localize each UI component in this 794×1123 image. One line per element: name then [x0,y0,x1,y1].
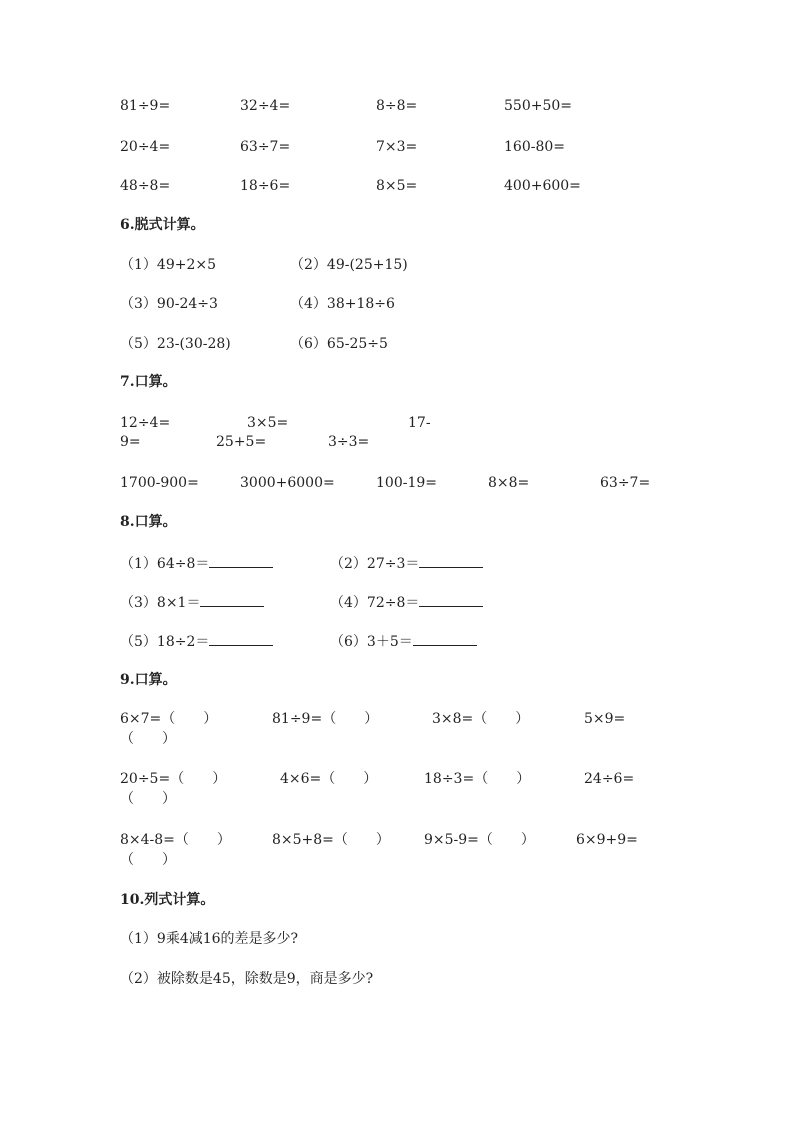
item-expression: 90-24÷3 [156,296,218,312]
paren-open: （ [174,832,189,848]
sec8-item-5 [120,631,273,651]
sec5-r1-c2: 32÷4= [240,98,291,114]
item-number: （2） [330,556,367,572]
sec6-title: 6.脱式计算。 [120,217,205,233]
sec10-question-2: （2）被除数是45，除数是9，商是多少? [120,971,374,987]
sec7-l1-c1: 12÷4= [120,415,171,431]
sec9-r2-c1 [120,770,226,788]
item-expression: 72÷8＝ [366,595,420,611]
expression: 4×6= [280,771,322,787]
answer-blank[interactable] [419,553,483,568]
answer-blank[interactable] [209,553,273,568]
sec8-item-2 [330,553,483,573]
paren-open: （ [473,711,488,727]
paren-close: ） [363,771,378,787]
sec8-item-6 [330,631,477,651]
sec5-r2-c2: 63÷7= [240,139,291,155]
sec7-l1-c3: 17- [408,415,431,431]
sec7-l2-c1: 9= [120,434,141,450]
sec6-item-4 [290,295,395,313]
expression: 3×8= [432,711,474,727]
item-number: （2） [290,257,327,273]
paren-close: ） [203,711,218,727]
sec6-item-5 [120,335,231,353]
paren-close: ） [520,832,535,848]
sec9-r2-c4-parens [120,790,176,808]
item-number: （6） [330,634,367,650]
answer-blank[interactable] [209,631,273,646]
paren-close: ） [162,791,176,807]
expression: 8×5+8= [272,832,334,848]
item-expression: 65-25÷5 [326,336,388,352]
sec7-l3-c1: 1700-900= [120,475,199,491]
sec9-r1-c3 [432,710,529,728]
item-expression: 8×1＝ [156,595,201,611]
item-number: （1） [120,257,157,273]
expression: 81÷9= [272,711,323,727]
sec9-r3-c1 [120,831,231,849]
item-expression: 38+18÷6 [326,296,395,312]
item-expression: 49-(25+15) [326,257,408,273]
item-expression: 23-(30-28) [156,336,231,352]
expression: 6×7= [120,711,162,727]
sec7-l3-c4: 8×8= [488,475,530,491]
sec9-r2-c3 [424,770,530,788]
sec10-question-1: （1）9乘4减16的差是多少? [120,931,299,947]
sec5-r3-c1: 48÷8= [120,178,171,194]
item-expression: 3＋5＝ [366,634,413,650]
sec9-r3-c2 [272,831,390,849]
sec7-l3-c2: 3000+6000= [240,475,335,491]
sec6-item-1 [120,256,216,274]
sec5-r2-c4: 160-80= [504,139,565,155]
sec5-r3-c3: 8×5= [376,178,418,194]
expression: 9×5-9= [424,832,479,848]
paren-close: ） [216,832,231,848]
sec7-l2-c3: 3÷3= [328,434,370,450]
sec8-item-1 [120,553,273,573]
item-number: （3） [120,595,157,611]
sec8-item-4 [330,592,483,612]
item-expression: 27÷3＝ [366,556,420,572]
sec5-r3-c4: 400+600= [504,178,581,194]
paren-open: （ [120,852,134,868]
expression: 20÷5= [120,771,171,787]
sec10-title: 10.列式计算。 [120,892,215,908]
sec5-r3-c2: 18÷6= [240,178,291,194]
sec7-l3-c5: 63÷7= [600,475,651,491]
expression: 18÷3= [424,771,475,787]
item-number: （3） [120,296,157,312]
paren-close: ） [212,771,227,787]
item-number: （6） [290,336,327,352]
sec9-r1-c4: 5×9= [584,711,626,727]
paren-open: （ [322,711,337,727]
sec9-r2-c2 [280,770,377,788]
sec5-r2-c3: 7×3= [376,139,418,155]
item-expression: 64÷8＝ [156,556,210,572]
paren-open: （ [321,771,336,787]
sec5-r1-c3: 8÷8= [376,98,418,114]
item-number: （5） [120,634,157,650]
paren-close: ） [162,852,176,868]
sec7-l3-c3: 100-19= [376,475,437,491]
answer-blank[interactable] [413,631,477,646]
sec5-r2-c1: 20÷4= [120,139,171,155]
sec6-item-2 [290,256,408,274]
paren-open: （ [478,832,493,848]
paren-open: （ [120,731,134,747]
answer-blank[interactable] [419,592,483,607]
sec9-r1-c2 [272,710,378,728]
sec6-item-3 [120,295,218,313]
paren-open: （ [333,832,348,848]
sec9-r1-c4-parens [120,730,176,748]
item-number: （4） [330,595,367,611]
paren-open: （ [161,711,176,727]
sec9-r3-c4: 6×9+9= [576,832,638,848]
paren-open: （ [474,771,489,787]
sec8-item-3 [120,592,264,612]
item-expression: 18÷2＝ [156,634,210,650]
sec9-title: 9.口算。 [120,672,177,688]
item-expression: 49+2×5 [156,257,217,273]
sec5-r1-c4: 550+50= [504,98,572,114]
paren-close: ） [364,711,379,727]
item-number: （5） [120,336,157,352]
item-number: （4） [290,296,327,312]
sec9-r3-c3 [424,831,535,849]
paren-close: ） [516,771,531,787]
sec9-r2-c4: 24÷6= [584,771,635,787]
sec7-l2-c2: 25+5= [216,434,267,450]
paren-close: ） [375,832,390,848]
paren-close: ） [162,731,176,747]
sec9-r1-c1 [120,710,217,728]
sec9-r3-c4-parens [120,851,176,869]
sec6-item-6 [290,335,388,353]
sec8-title: 8.口算。 [120,514,177,530]
sec5-r1-c1: 81÷9= [120,98,171,114]
sec7-title: 7.口算。 [120,374,177,390]
paren-open: （ [120,791,134,807]
answer-blank[interactable] [200,592,264,607]
paren-close: ） [515,711,530,727]
paren-open: （ [170,771,185,787]
sec7-l1-c2: 3×5= [247,415,289,431]
expression: 8×4-8= [120,832,175,848]
item-number: （1） [120,556,157,572]
